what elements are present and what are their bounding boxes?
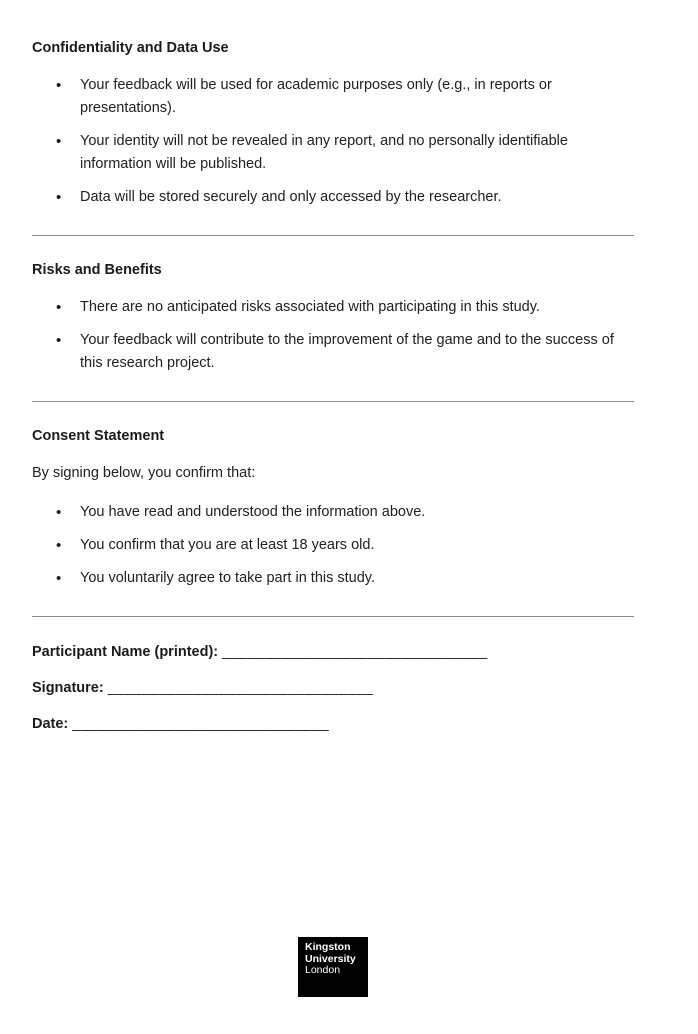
date-line: ______________________________ xyxy=(72,716,330,732)
kingston-university-logo xyxy=(298,937,368,997)
participant-name-line: _______________________________ xyxy=(222,644,488,660)
participant-name-row xyxy=(32,641,634,664)
section-risks-benefits xyxy=(32,260,634,375)
risks-benefits-bullet-list xyxy=(32,296,634,375)
list-item: • Your feedback will contribute to the improvement of the game and to the success of this research project. xyxy=(32,329,634,375)
participant-name-label: Participant Name (printed): xyxy=(32,644,219,660)
logo-text-line1: Kingston xyxy=(305,941,351,953)
list-item: • You voluntarily agree to take part in this study. xyxy=(32,567,634,590)
signature-block xyxy=(32,641,634,736)
signature-label: Signature: xyxy=(32,680,104,696)
consent-bullet-list xyxy=(32,501,634,590)
date-label: Date: xyxy=(32,716,69,732)
consent-statement-heading: Consent Statement xyxy=(32,428,165,444)
logo-text-line2: University xyxy=(305,952,356,965)
confidentiality-heading: Confidentiality and Data Use xyxy=(32,40,229,56)
logo-text-line3: London xyxy=(305,964,341,976)
section-divider xyxy=(32,235,634,236)
signature-line: _______________________________ xyxy=(107,680,374,696)
section-consent-statement xyxy=(32,426,634,590)
section-divider xyxy=(32,616,634,617)
list-item: • There are no anticipated risks associated with participating in this study. xyxy=(32,296,634,319)
section-divider xyxy=(32,401,634,402)
risks-benefits-heading: Risks and Benefits xyxy=(32,262,162,278)
list-item: • You have read and understood the information above. xyxy=(32,501,634,524)
list-item: • You confirm that you are at least 18 years old. xyxy=(32,534,634,557)
consent-intro-text: By signing below, you confirm that: xyxy=(32,465,256,481)
list-item: • Your identity will not be revealed in any report, and no personally identifiable information will be published. xyxy=(32,130,634,176)
list-item: • Data will be stored securely and only accessed by the researcher. xyxy=(32,186,634,209)
signature-row xyxy=(32,677,634,700)
list-item: • Your feedback will be used for academic purposes only (e.g., in reports or presentations). xyxy=(32,74,634,120)
confidentiality-bullet-list xyxy=(32,74,634,209)
section-confidentiality xyxy=(32,38,634,209)
date-row xyxy=(32,713,634,736)
